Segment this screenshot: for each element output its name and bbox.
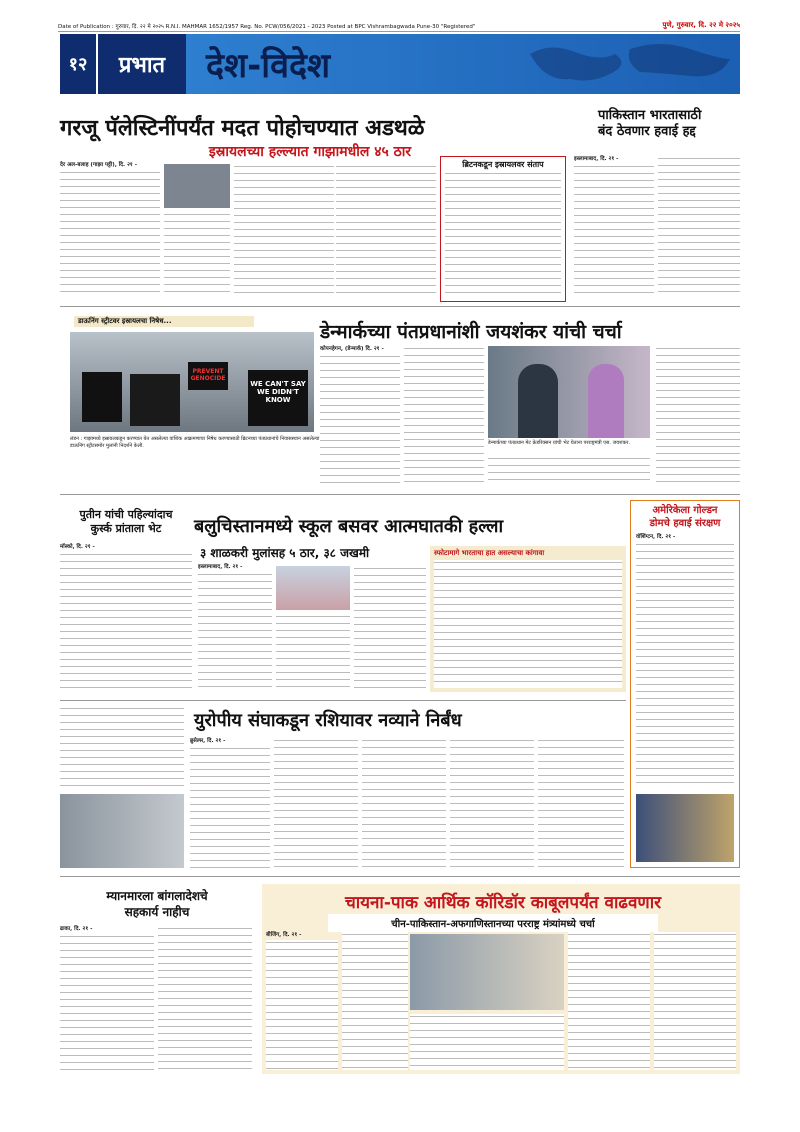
pak-airspace-column-2 <box>658 156 740 298</box>
cpec-column-1 <box>266 940 338 1070</box>
divider <box>60 306 740 307</box>
cpec-column-3 <box>410 1014 564 1070</box>
publication-info: Date of Publication : गुरुवार, दि. २२ मे २०२५ R.N.I. MAHMAR 1652/1957 Reg. No. PCW/056/2021 - 2023 Posted at BPC Vishrambagwada Pune-30 "Registered" <box>58 23 476 30</box>
photo1-sign1: PREVENT GENOCIDE <box>188 362 228 390</box>
myanmar-headline <box>60 888 254 920</box>
baloch-column-2 <box>276 614 350 692</box>
britain-box <box>440 156 566 302</box>
section-title-text: देश-विदेश <box>206 46 331 86</box>
cpec-column-5 <box>654 932 736 1070</box>
myanmar-dateline: ढाका, दि. २१ - <box>60 926 93 932</box>
divider <box>60 876 740 877</box>
divider <box>60 700 626 701</box>
pak-airspace-headline <box>598 108 748 140</box>
pak-airspace-column-1 <box>574 164 654 298</box>
myanmar-column-1 <box>60 934 154 1074</box>
golden-dome-photo <box>636 794 734 862</box>
brand-logo: प्रभात <box>96 34 186 94</box>
jaishankar-column-1 <box>320 354 400 484</box>
jaishankar-caption: डेन्मार्कच्या पंतप्रधान मेट फ्रेडरिक्सन यांची भेट घेताना परराष्ट्रमंत्री एस. जयशंकर. <box>488 440 631 446</box>
pak-airspace-dateline: इस्लामाबाद, दि. २१ - <box>574 156 619 162</box>
pak-airspace-headline-line1: पाकिस्तान भारतासाठी <box>598 108 702 123</box>
cpec-subhead: चीन-पाकिस्तान-अफगाणिस्तानच्या परराष्ट्र मंत्र्यांमध्ये चर्चा <box>328 914 658 932</box>
britain-box-text <box>445 171 561 297</box>
baloch-box <box>430 546 626 692</box>
masthead <box>60 34 740 94</box>
putin-headline-line2: कुर्स्क प्रांताला भेट <box>90 522 162 535</box>
photo1-strip: डाऊनिंग स्ट्रीटवर इस्रायलचा निषेध... <box>74 316 254 327</box>
eu-column-3 <box>362 738 446 868</box>
story1-headline: गरजू पॅलेस्टिनींपर्यंत मदत पोहोचण्यात अडथळे <box>60 116 425 141</box>
jaishankar-headline: डेन्मार्कच्या पंतप्रधानांशी जयशंकर यांची चर्चा <box>320 321 622 343</box>
baloch-photo-bus <box>276 566 350 610</box>
photo1-protest <box>70 332 314 432</box>
cpec-headline: चायना-पाक आर्थिक कॉरिडॉर काबूलपर्यंत वाढवणार <box>344 893 662 913</box>
eu-column-4 <box>450 738 534 868</box>
eu-column-2 <box>274 738 358 868</box>
divider <box>60 494 740 495</box>
myanmar-headline-line2: सहकार्य नाहीच <box>124 905 190 919</box>
story1-column-3 <box>234 164 334 298</box>
putin-column <box>60 552 192 694</box>
baloch-box-text <box>434 560 622 688</box>
story1-column-1 <box>60 170 160 298</box>
eu-photo <box>60 794 184 868</box>
baloch-dateline: इस्लामाबाद, दि. २१ - <box>198 564 243 570</box>
golden-dome-headline <box>634 504 736 530</box>
story1-subhead: इस्रायलच्या हल्ल्यात गाझामधील ४५ ठार <box>208 144 412 160</box>
cpec-column-4 <box>568 932 650 1070</box>
jaishankar-dateline: कोपनहेगन, (डेन्मार्क) दि. २१ - <box>320 346 384 352</box>
story1-photo-truck <box>164 164 230 208</box>
baloch-box-title: स्फोटामागे भारताचा हात असल्याचा कांगावा <box>434 549 545 557</box>
story1-column-2 <box>164 212 230 298</box>
cpec-photo <box>410 934 564 1010</box>
cpec-dateline: बीजिंग, दि. २१ - <box>266 932 302 938</box>
baloch-subhead: ३ शाळकरी मुलांसह ५ ठार, ३८ जखमी <box>200 546 370 560</box>
eu-dateline: ब्रुसेल्स, दि. २१ - <box>190 738 226 744</box>
britain-box-title: ब्रिटनकडून इस्रायलवर संताप <box>441 159 565 170</box>
myanmar-headline-line1: म्यानमारला बांगलादेशचे <box>106 889 208 903</box>
putin-headline-line1: पुतीन यांची पहिल्यांदाच <box>79 508 173 521</box>
jaishankar-column-2 <box>404 346 484 484</box>
myanmar-column-2 <box>158 926 252 1074</box>
photo1-sign2: WE CAN'T SAY WE DIDN'T KNOW <box>248 370 308 426</box>
story1-dateline: देर अल-बलाह (गाझा पट्टी), दि. २१ - <box>60 162 137 168</box>
world-map-icon <box>520 34 740 94</box>
putin-dateline: मॉस्को, दि. २१ - <box>60 544 95 550</box>
page-number: १२ <box>60 34 96 94</box>
cpec-column-2 <box>342 932 408 1070</box>
putin-headline <box>60 508 192 536</box>
eu-headline: युरोपीय संघाकडून रशियावर नव्याने निर्बंध <box>194 710 462 731</box>
baloch-column-3 <box>354 566 426 692</box>
golden-dome-column <box>636 542 734 788</box>
jaishankar-photo <box>488 346 650 438</box>
jaishankar-column-4 <box>656 346 740 484</box>
photo1-caption: लंडन : गाझामध्ये इस्रायलकडून करण्यात येत असलेल्या वांशिक आक्रमणाचा निषेध करण्यासाठी ब्रिटनच्या पंतप्रधानांचे निवासस्थान असलेल्या डाऊनिंग स्ट्रीटसमोर मुलांनी निदर्शने केली. <box>70 436 320 449</box>
jaishankar-column-3 <box>488 456 650 484</box>
pak-airspace-headline-line2: बंद ठेवणार हवाई हद्द <box>598 124 696 139</box>
eu-column-1 <box>190 746 270 868</box>
baloch-column-1 <box>198 572 272 692</box>
golden-dome-headline-line2: डोमचे हवाई संरक्षण <box>649 518 721 529</box>
eu-column-5 <box>538 738 624 868</box>
golden-dome-headline-line1: अमेरिकेला गोल्डन <box>652 505 718 516</box>
edition-date: पुणे, गुरुवार, दि. २२ मे २०२५ <box>662 21 740 29</box>
section-title <box>186 34 740 94</box>
golden-dome-dateline: वॉशिंग्टन, दि. २१ - <box>636 534 676 540</box>
publication-info-line <box>58 20 740 32</box>
baloch-headline: बलुचिस्तानमध्ये स्कूल बसवर आत्मघातकी हल्ला <box>194 516 504 537</box>
story1-column-4 <box>336 164 436 298</box>
eu-column-0 <box>60 706 184 788</box>
